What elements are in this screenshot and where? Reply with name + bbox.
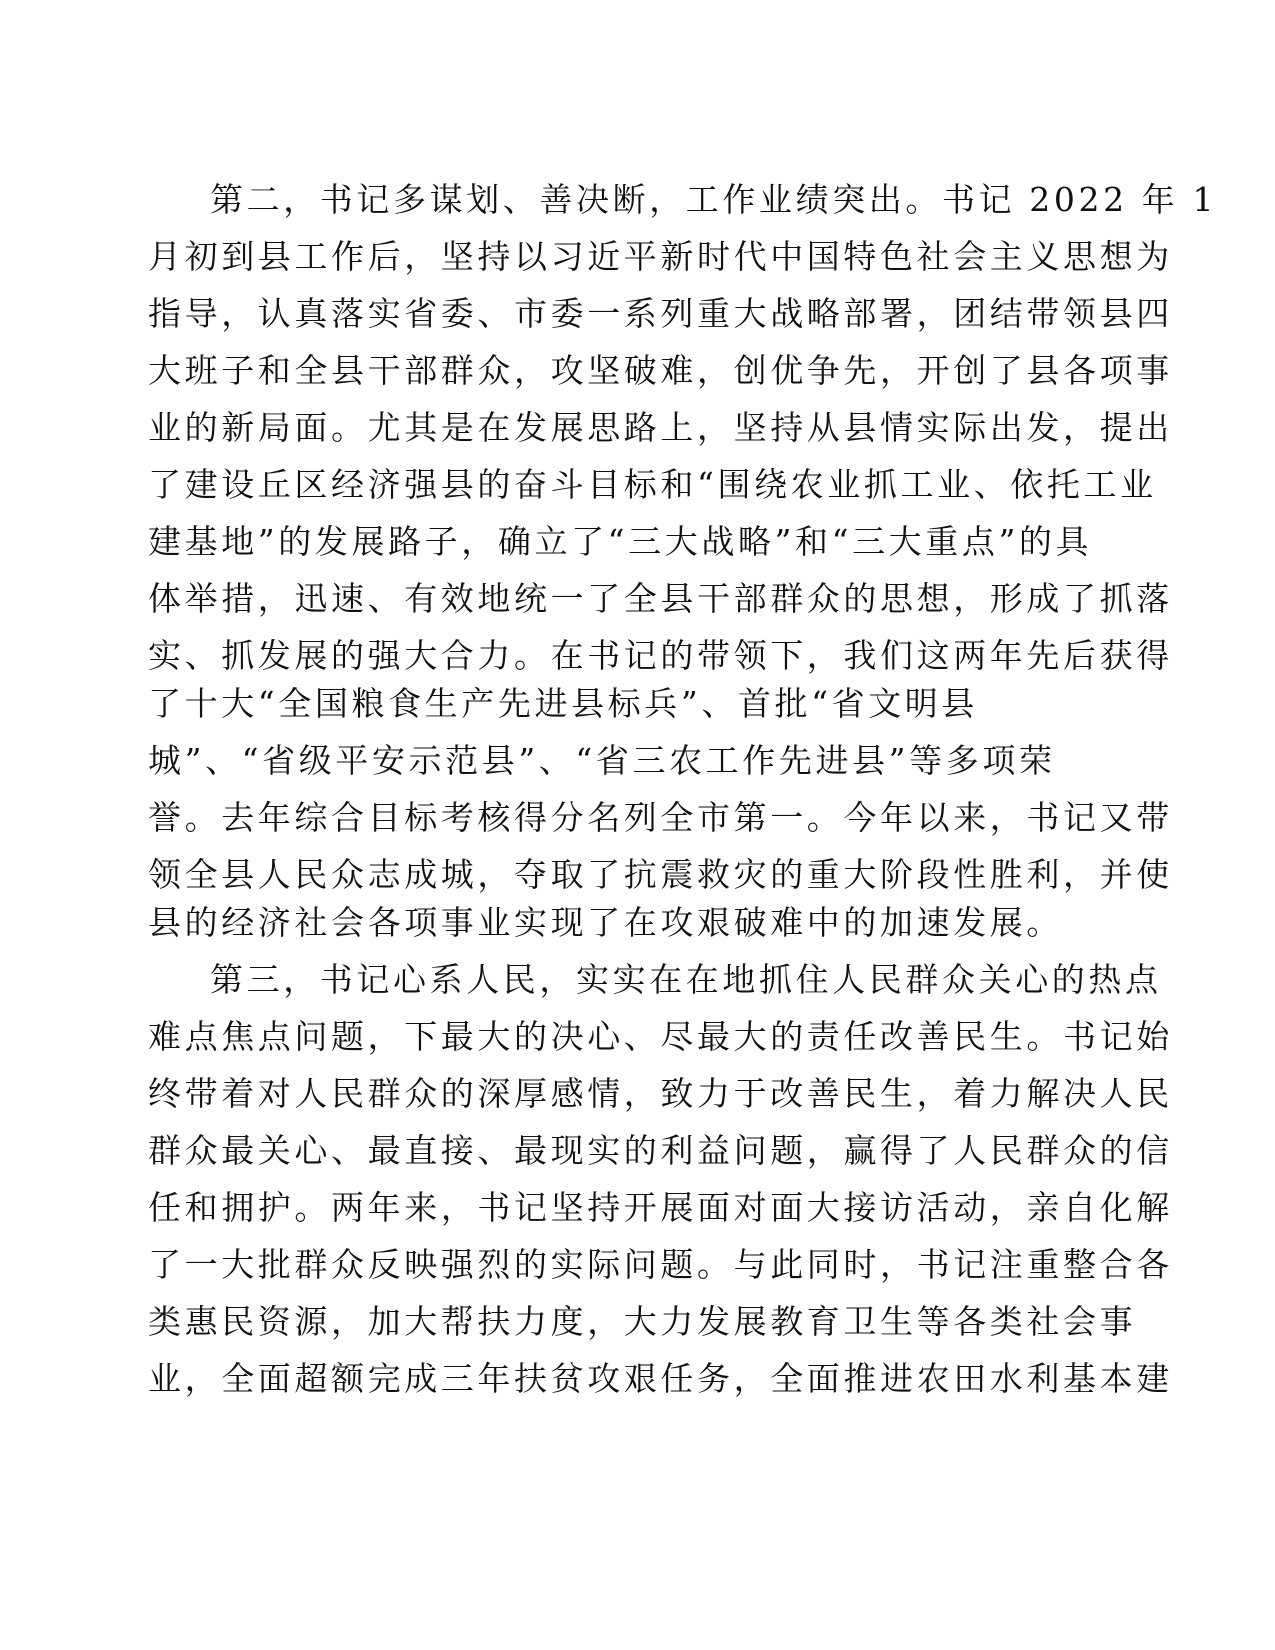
text-line: 领全县人民众志成城，夺取了抗震救灾的重大阶段性胜利，并使 xyxy=(148,855,1173,894)
text-line: 了一大批群众反映强烈的实际问题。与此同时，书记注重整合各 xyxy=(148,1245,1173,1284)
text-line: 誉。去年综合目标考核得分名列全市第一。今年以来，书记又带 xyxy=(148,798,1173,837)
text-line: 终带着对人民群众的深厚感情，致力于改善民生，着力解决人民 xyxy=(148,1074,1173,1113)
text-line: 第二，书记多谋划、善决断，工作业绩突出。书记 2022 年 1 xyxy=(210,180,1218,219)
text-line: 类惠民资源，加大帮扶力度，大力发展教育卫生等各类社会事 xyxy=(148,1302,1137,1341)
text-line: 大班子和全县干部群众，攻坚破难，创优争先，开创了县各项事 xyxy=(148,351,1173,390)
text-line: 指导，认真落实省委、市委一系列重大战略部署，团结带领县四 xyxy=(148,294,1173,333)
text-line: 业的新局面。尤其是在发展思路上，坚持从县情实际出发，提出 xyxy=(148,408,1173,447)
text-line: 业，全面超额完成三年扶贫攻艰任务，全面推进农田水利基本建 xyxy=(148,1359,1173,1398)
text-line: 任和拥护。两年来，书记坚持开展面对面大接访活动，亲自化解 xyxy=(148,1188,1173,1227)
text-line: 月初到县工作后，坚持以习近平新时代中国特色社会主义思想为 xyxy=(148,237,1173,276)
text-line: 难点焦点问题，下最大的决心、尽最大的责任改善民生。书记始 xyxy=(148,1017,1173,1056)
text-line: 了十大“全国粮食生产先进县标兵”、首批“省文明县 xyxy=(148,684,979,723)
text-line: 群众最关心、最直接、最现实的利益问题，赢得了人民群众的信 xyxy=(148,1131,1173,1170)
text-line: 建基地”的发展路子，确立了“三大战略”和“三大重点”的具 xyxy=(148,522,1093,561)
text-line: 实、抓发展的强大合力。在书记的带领下，我们这两年先后获得 xyxy=(148,636,1173,675)
text-line: 第三，书记心系人民，实实在在地抓住人民群众关心的热点 xyxy=(210,960,1162,999)
text-line: 城”、“省级平安示范县”、“省三农工作先进县”等多项荣 xyxy=(148,741,1056,780)
text-line: 体举措，迅速、有效地统一了全县干部群众的思想，形成了抓落 xyxy=(148,579,1173,618)
text-line: 了建设丘区经济强县的奋斗目标和“围绕农业抓工业、依托工业 xyxy=(148,465,1157,504)
text-line: 县的经济社会各项事业实现了在攻艰破难中的加速发展。 xyxy=(148,903,1063,942)
